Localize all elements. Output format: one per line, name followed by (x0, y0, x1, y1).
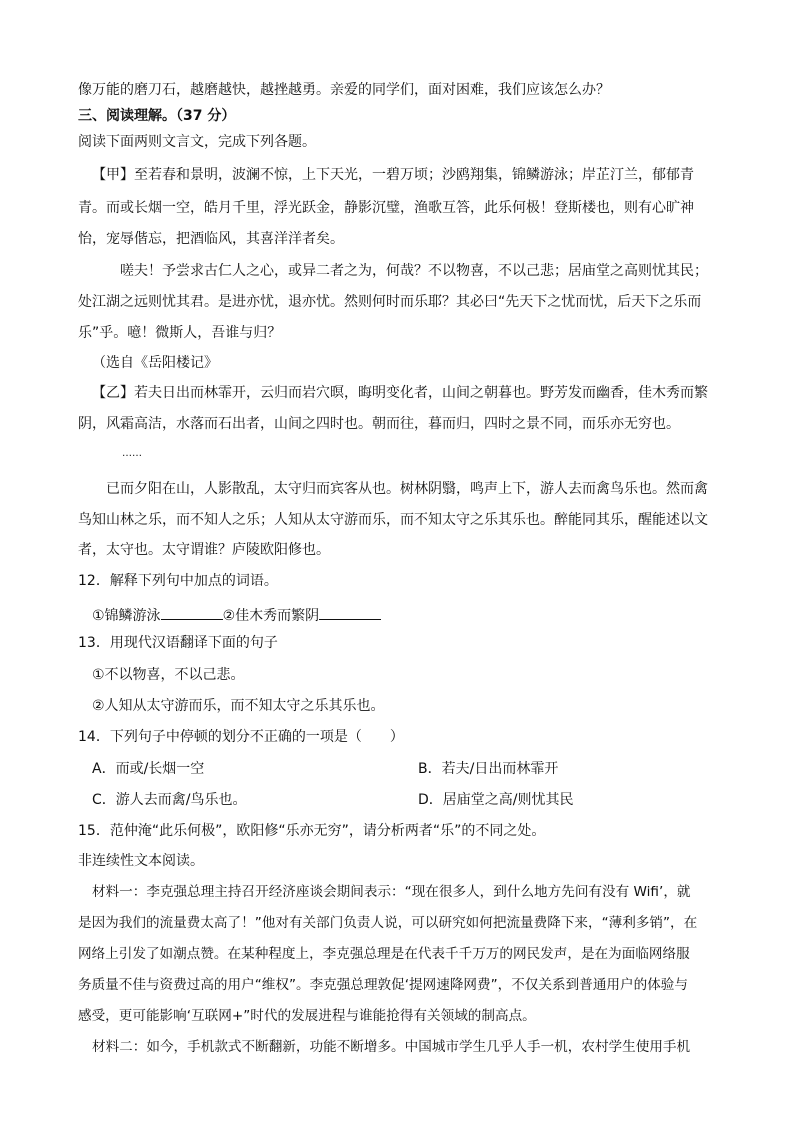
ellipsis: …… (122, 448, 142, 459)
passage-yi-line-5: 者，太守也。太守谓谁？庐陵欧阳修也。 (78, 542, 330, 558)
passage-yi-line-3: 已而夕阳在山，人影散乱，太守归而宾客从也。树林阴翳，鸣声上下，游人去而禽鸟乐也。然而禽 (106, 481, 708, 497)
q13-item-2: ②人知从太守游而乐，而不知太守之乐其乐也。 (92, 698, 385, 714)
material-1-line-5: 感受，更可能影响‘互联网+”时代的发展进程与谁能抢得有关领域的制高点。 (78, 1008, 536, 1024)
passage-jia-line-2: 青。而或长烟一空，皓月千里，浮光跃金，静影沉璧，渔歌互答，此乐何极！登斯楼也，则有心旷神 (78, 200, 694, 216)
source-note: （选自《岳阳楼记》 (92, 355, 218, 371)
passage-yi-line-1: 【乙】若夫日出而林霏开，云归而岩穴暝，晦明变化者，山间之朝暮也。野芳发而幽香，佳木秀而繁 (92, 385, 708, 401)
passage-jia-line-1: 【甲】至若春和景明，波澜不惊，上下天光，一碧万顷；沙鸥翔集，锦鳞游泳；岸芷汀兰，郁郁青 (92, 167, 694, 183)
passage-yi-line-2: 阴，风霜高洁，水落而石出者，山间之四时也。朝而往，暮而归，四时之景不同，而乐亦无穷也。 (78, 416, 680, 432)
non-continuous-heading: 非连续性文本阅读。 (78, 853, 204, 869)
answer-blank-1[interactable] (161, 603, 223, 620)
option-c[interactable]: C．游人去而禽/鸟乐也。 (92, 792, 247, 808)
section-heading-reading: 三、阅读理解。（37 分） (78, 108, 236, 124)
material-1-line-1: 材料一：李克强总理主持召开经济座谈会期间表示：“现在很多人，到什么地方先问有没有 Wifi’，就 (92, 884, 691, 900)
question-14: 14．下列句子中停顿的划分不正确的一项是（ ） (78, 729, 404, 745)
question-12-items (92, 603, 381, 626)
option-b[interactable]: B．若夫/日出而林霏开 (418, 761, 559, 777)
material-1-line-3: 网络上引发了如潮点赞。在某种程度上，李克强总理是在代表千千万万的网民发声，是在为面临网络服 (78, 946, 690, 962)
question-13: 13．用现代汉语翻译下面的句子 (78, 635, 278, 651)
passage-jia-line-3: 怡，宠辱偕忘，把酒临风，其喜洋洋者矣。 (78, 231, 344, 247)
question-12: 12．解释下列句中加点的词语。 (78, 573, 278, 589)
q13-item-1: ①不以物喜，不以己悲。 (92, 667, 245, 683)
passage-jia-line-5: 处江湖之远则忧其君。是进亦忧，退亦忧。然则何时而乐耶？其必曰“先天下之忧而忧，后天下之乐而 (78, 294, 702, 310)
passage-yi-line-4: 鸟知山林之乐，而不知人之乐；人知从太守游而乐，而不知太守之乐其乐也。醉能同其乐，醒能述以文 (78, 512, 708, 528)
question-15: 15．范仲淹“此乐何极”，欧阳修“乐亦无穷”，请分析两者“乐”的不同之处。 (78, 823, 546, 839)
material-1-line-2: 是因为我们的流量费太高了！”他对有关部门负责人说，可以研究如何把流量费降下来，“薄利多销”，在 (78, 915, 698, 931)
passage-jia-line-6: 乐”乎。噫！微斯人，吾谁与归？ (78, 325, 282, 341)
q12-item-1: ①锦鳞游泳 (92, 608, 161, 624)
option-a[interactable]: A．而或/长烟一空 (92, 761, 205, 777)
passage-jia-line-4: 嗟夫！予尝求古仁人之心，或异二者之为，何哉？不以物喜，不以己悲；居庙堂之高则忧其民； (120, 263, 708, 279)
instruction-line: 阅读下面两则文言文，完成下列各题。 (78, 134, 316, 150)
material-1-line-4: 务质量不佳与资费过高的用户“维权”。李克强总理敦促‘提网速降网费”，不仅关系到普通用户的体验与 (78, 977, 688, 993)
option-d[interactable]: D．居庙堂之高/则忧其民 (418, 792, 574, 808)
q12-item-2: ②佳木秀而繁阴 (222, 608, 320, 624)
answer-blank-2[interactable] (319, 603, 381, 620)
text-line-1: 像万能的磨刀石，越磨越快，越挫越勇。亲爱的同学们，面对困难，我们应该怎么办？ (78, 82, 610, 98)
material-2-line-1: 材料二：如今，手机款式不断翻新，功能不断增多。中国城市学生几乎人手一机，农村学生使用手机 (92, 1039, 691, 1055)
